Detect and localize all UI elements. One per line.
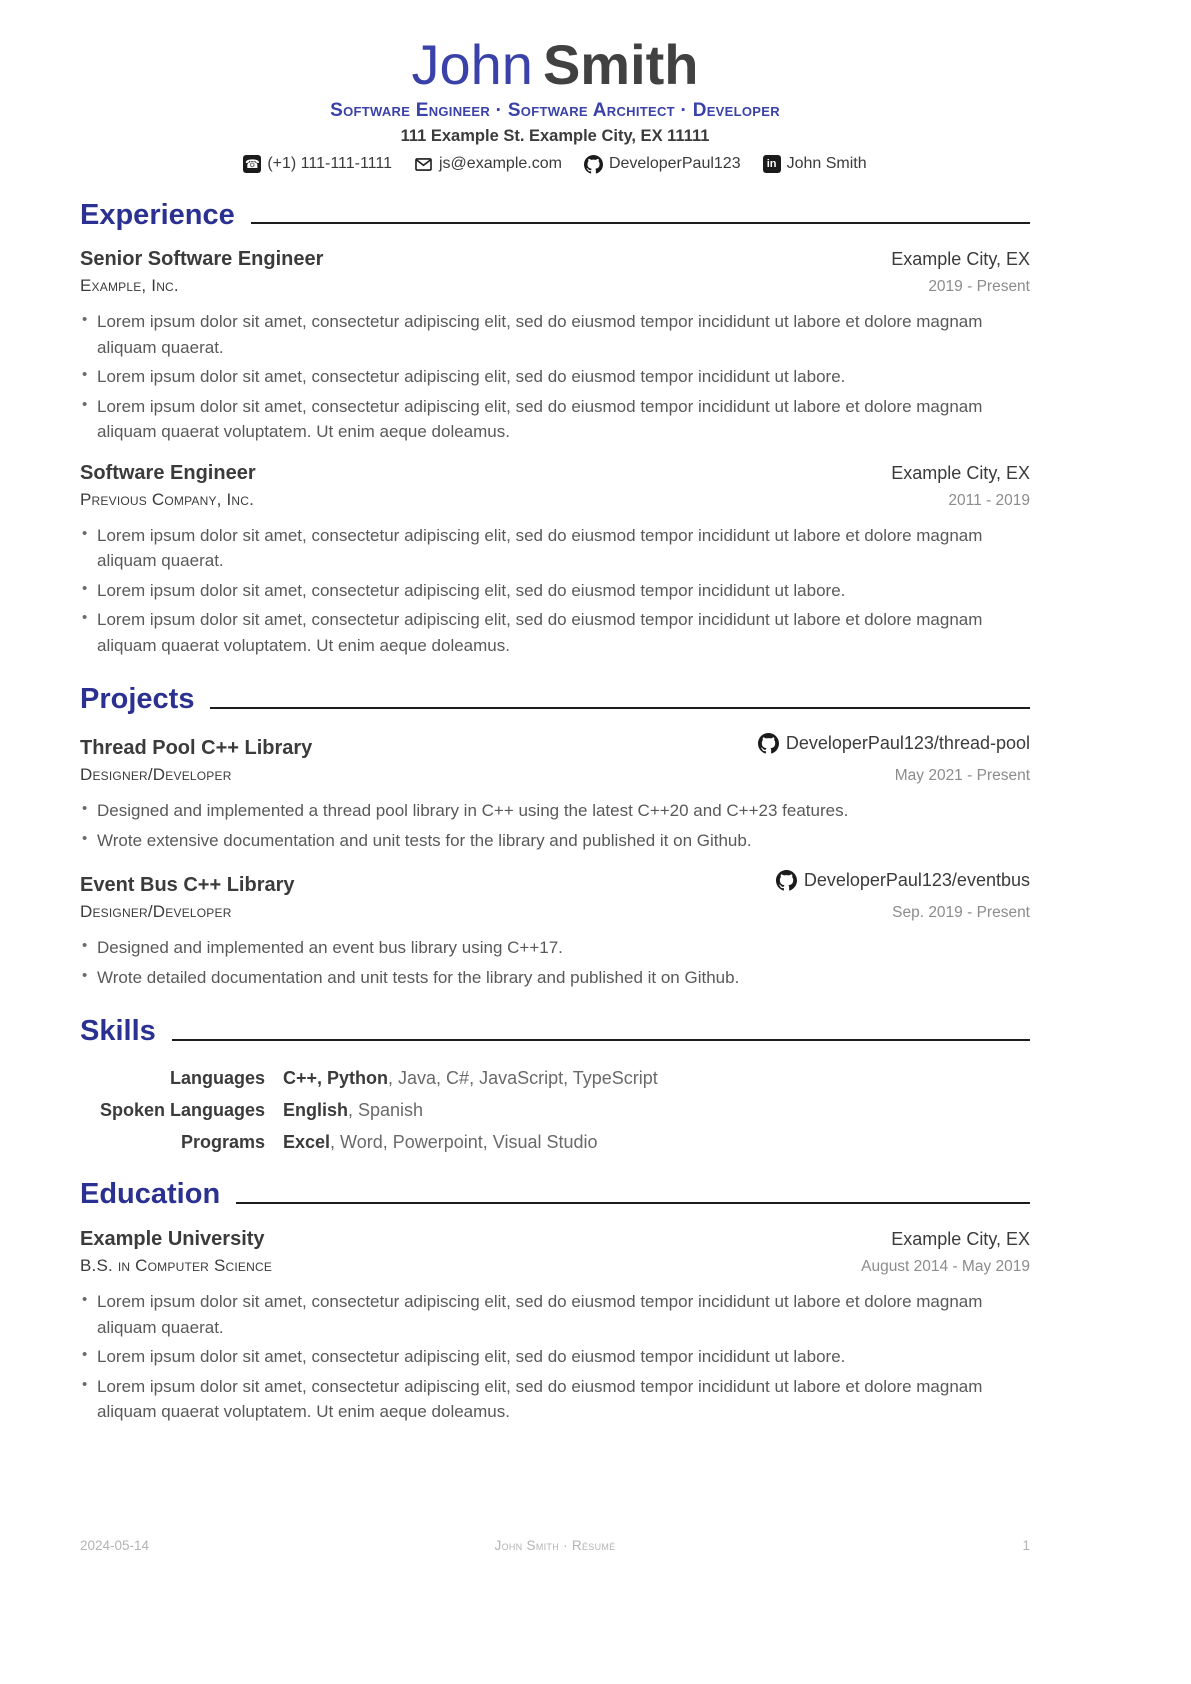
bullet-item: • Lorem ipsum dolor sit amet, consectetur adipiscing elit, sed do eiusmod tempor incididunt ut labore et dolore magnam aliquam quaerat.: [80, 1289, 1030, 1340]
contact-row: [80, 155, 1030, 174]
full-name: [80, 34, 1030, 96]
bullet-item: • Wrote detailed documentation and unit tests for the library and published it on Github.: [80, 965, 1030, 991]
skill-label: Languages: [169, 1068, 265, 1089]
skills-row: [80, 1100, 1030, 1121]
phone-icon: ☎: [244, 157, 260, 172]
entry-bullets: [80, 935, 1030, 990]
skills-table: [80, 1068, 1030, 1153]
bullet-item: • Wrote extensive documentation and unit tests for the library and published it on Github.: [80, 828, 1030, 854]
bullet-item: • Lorem ipsum dolor sit amet, consectetur adipiscing elit, sed do eiusmod tempor incididunt ut labore et dolore magnam aliquam quaerat voluptatem. Ut enim aeque doleamus.: [80, 607, 1030, 658]
experience-entry: [80, 462, 1030, 659]
skill-strong: C++, Python: [283, 1068, 389, 1089]
bullet-item: • Lorem ipsum dolor sit amet, consectetur adipiscing elit, sed do eiusmod tempor incididunt ut labore et dolore magnam aliquam quaerat voluptatem. Ut enim aeque doleamus.: [80, 394, 1030, 445]
skills-row: [80, 1068, 1030, 1089]
bullet-item: • Lorem ipsum dolor sit amet, consectetur adipiscing elit, sed do eiusmod tempor incididunt ut labore.: [80, 578, 1030, 604]
section-projects: [80, 684, 1030, 990]
last-name: Smith: [542, 33, 699, 96]
contact-linkedin[interactable]: [763, 155, 867, 173]
section-experience: [80, 200, 1030, 659]
skill-rest: , Java, C#, JavaScript, TypeScript: [388, 1068, 658, 1089]
education-entry: [80, 1228, 1030, 1425]
experience-entry: [80, 248, 1030, 445]
projects-heading: [80, 684, 1030, 716]
experience-title: Experience: [80, 198, 235, 231]
project-entry: [80, 870, 1030, 990]
entry-organization: Previous Company, Inc.: [80, 489, 255, 509]
project-role: Designer/Developer: [80, 765, 232, 785]
skill-strong: Excel: [283, 1132, 331, 1153]
school-name: Example University: [80, 1228, 265, 1251]
entry-title: Senior Software Engineer: [80, 248, 324, 271]
resume-header: [80, 34, 1030, 174]
section-rule: [172, 1039, 1030, 1041]
entry-location: Example City, EX: [891, 462, 1030, 483]
phone-number: (+1) 111-111-1111: [267, 155, 392, 173]
bullet-item: • Lorem ipsum dolor sit amet, consectetur adipiscing elit, sed do eiusmod tempor incididunt ut labore et dolore magnam aliquam quaerat voluptatem. Ut enim aeque doleamus.: [80, 1374, 1030, 1425]
contact-email[interactable]: [414, 155, 562, 174]
skill-values: [283, 1068, 1030, 1089]
degree: B.S. in Computer Science: [80, 1256, 273, 1276]
entry-dates: 2011 - 2019: [948, 491, 1030, 509]
contact-phone[interactable]: [243, 155, 392, 173]
headline: Software Engineer · Software Architect · Developer: [330, 99, 780, 121]
page-footer: [80, 1538, 1030, 1553]
github-icon: [758, 733, 779, 754]
contact-github[interactable]: [584, 155, 741, 174]
skill-label: Spoken Languages: [99, 1100, 265, 1121]
skill-rest: , Spanish: [348, 1100, 424, 1121]
bullet-item: • Lorem ipsum dolor sit amet, consectetur adipiscing elit, sed do eiusmod tempor incididunt ut labore.: [80, 1344, 1030, 1370]
skill-values: [283, 1100, 1030, 1121]
project-title: Event Bus C++ Library: [80, 874, 295, 897]
experience-heading: [80, 200, 1030, 232]
entry-location: Example City, EX: [891, 249, 1030, 270]
email-text: js@example.com: [439, 155, 562, 173]
skills-heading: [80, 1016, 1030, 1048]
entry-location: Example City, EX: [891, 1229, 1030, 1250]
project-entry: [80, 733, 1030, 853]
education-heading: [80, 1179, 1030, 1211]
github-icon: [776, 870, 797, 891]
section-skills: [80, 1016, 1030, 1153]
skill-label: Programs: [180, 1132, 265, 1153]
linkedin-icon: in: [763, 155, 781, 173]
envelope-icon: [414, 155, 433, 174]
bullet-item: • Lorem ipsum dolor sit amet, consectetur adipiscing elit, sed do eiusmod tempor incididunt ut labore et dolore magnam aliquam quaerat.: [80, 309, 1030, 360]
linkedin-name: John Smith: [786, 155, 867, 173]
project-dates: Sep. 2019 - Present: [892, 904, 1030, 922]
section-rule: [236, 1202, 1030, 1204]
project-repo-link[interactable]: [758, 733, 1030, 754]
skills-title: Skills: [80, 1015, 156, 1048]
footer-page-number: 1: [1022, 1538, 1030, 1553]
project-role: Designer/Developer: [80, 902, 232, 922]
skill-strong: English: [283, 1100, 349, 1121]
footer-title: John Smith · Résumé: [494, 1538, 616, 1553]
skills-row: [80, 1132, 1030, 1153]
first-name: John: [411, 33, 533, 96]
entry-bullets: [80, 309, 1030, 445]
projects-title: Projects: [80, 683, 195, 716]
project-repo: DeveloperPaul123/thread-pool: [785, 733, 1030, 754]
section-education: [80, 1179, 1030, 1424]
entry-organization: Example, Inc.: [80, 276, 179, 296]
address: 111 Example St. Example City, EX 11111: [400, 126, 710, 145]
project-title: Thread Pool C++ Library: [80, 737, 313, 760]
bullet-item: • Lorem ipsum dolor sit amet, consectetur adipiscing elit, sed do eiusmod tempor incididunt ut labore.: [80, 364, 1030, 390]
footer-date: 2024-05-14: [80, 1538, 150, 1553]
project-dates: May 2021 - Present: [894, 767, 1030, 785]
bullet-item: • Lorem ipsum dolor sit amet, consectetur adipiscing elit, sed do eiusmod tempor incididunt ut labore et dolore magnam aliquam quaerat.: [80, 523, 1030, 574]
entry-title: Software Engineer: [80, 461, 256, 484]
education-title: Education: [80, 1178, 221, 1211]
section-rule: [251, 222, 1030, 224]
github-icon: [584, 155, 603, 174]
entry-bullets: [80, 523, 1030, 659]
entry-dates: August 2014 - May 2019: [861, 1258, 1030, 1276]
bullet-item: • Designed and implemented an event bus library using C++17.: [80, 935, 1030, 961]
section-rule: [210, 707, 1030, 709]
entry-bullets: [80, 1289, 1030, 1425]
bullet-item: • Designed and implemented a thread pool library in C++ using the latest C++20 and C++23 features.: [80, 798, 1030, 824]
entry-dates: 2019 - Present: [928, 278, 1030, 296]
skill-rest: , Word, Powerpoint, Visual Studio: [330, 1132, 598, 1153]
skill-values: [283, 1132, 1030, 1153]
github-username: DeveloperPaul123: [608, 155, 741, 173]
project-repo: DeveloperPaul123/eventbus: [803, 870, 1030, 891]
project-repo-link[interactable]: [776, 870, 1030, 891]
entry-bullets: [80, 798, 1030, 853]
